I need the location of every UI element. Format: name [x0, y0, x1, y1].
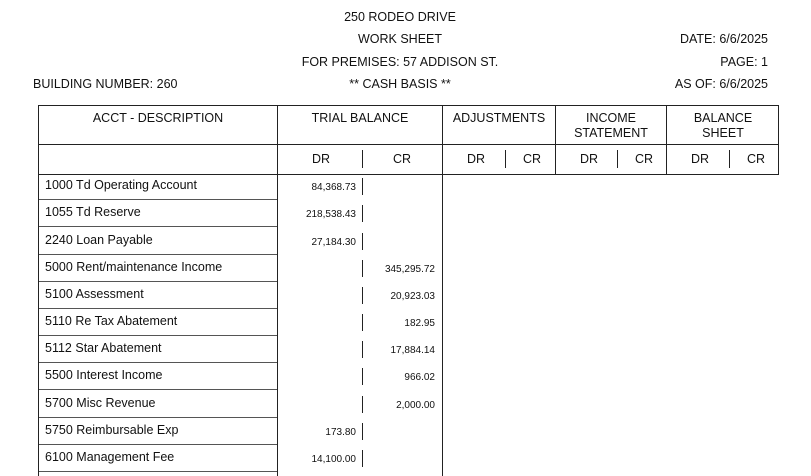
amount-mark [362, 396, 363, 413]
row-separator [39, 417, 277, 418]
row-cr-amount: 182.95 [404, 318, 435, 329]
row-separator [39, 389, 277, 390]
header-divider [38, 144, 779, 145]
adj-cr-label: CR [522, 152, 542, 166]
amount-mark [362, 178, 363, 195]
is-cr-label: CR [634, 152, 654, 166]
row-description: 5100 Assessment [45, 287, 144, 301]
row-separator [39, 226, 277, 227]
report-premises: FOR PREMISES: 57 ADDISON ST. [301, 55, 499, 69]
rows-left-border [38, 175, 39, 476]
amount-mark [362, 260, 363, 277]
row-separator [39, 362, 277, 363]
rows-desc-border [277, 175, 278, 476]
row-separator [39, 308, 277, 309]
amount-mark [362, 314, 363, 331]
row-description: 5112 Star Abatement [45, 341, 162, 355]
col-balance-line1: BALANCE [693, 111, 753, 125]
row-cr-amount: 20,923.03 [390, 291, 435, 302]
row-description: 5750 Reimbursable Exp [45, 423, 179, 437]
row-dr-amount: 84,368.73 [311, 182, 356, 193]
col-income-line2: STATEMENT [574, 126, 648, 140]
row-separator [39, 199, 277, 200]
amount-mark [362, 287, 363, 304]
col-adjustments: ADJUSTMENTS [452, 111, 546, 125]
rows-tb-border [442, 175, 443, 476]
as-of-date: AS OF: 6/6/2025 [674, 77, 768, 91]
drcr-divider [362, 150, 363, 168]
report-date: DATE: 6/6/2025 [679, 32, 768, 46]
amount-mark [362, 233, 363, 250]
amount-mark [362, 205, 363, 222]
amount-mark [362, 368, 363, 385]
row-description: 1000 Td Operating Account [45, 178, 197, 192]
col-balance-sheet [667, 111, 779, 141]
row-cr-amount: 2,000.00 [396, 400, 435, 411]
amount-mark [362, 341, 363, 358]
row-description: 1055 Td Reserve [45, 205, 141, 219]
row-cr-amount: 966.02 [404, 372, 435, 383]
building-number: BUILDING NUMBER: 260 [33, 77, 178, 91]
row-description: 5700 Misc Revenue [45, 396, 156, 410]
bs-cr-label: CR [746, 152, 766, 166]
row-dr-amount: 218,538.43 [305, 209, 356, 220]
bs-dr-label: DR [690, 152, 710, 166]
amount-mark [362, 450, 363, 467]
row-description: 5500 Interest Income [45, 368, 163, 382]
row-description: 5110 Re Tax Abatement [45, 314, 178, 328]
adj-dr-label: DR [466, 152, 486, 166]
row-separator [39, 471, 277, 472]
report-title: WORK SHEET [357, 32, 443, 46]
row-description: 6100 Management Fee [45, 450, 175, 464]
col-trial-balance: TRIAL BALANCE [311, 111, 409, 125]
is-dr-label: DR [579, 152, 599, 166]
col-balance-line2: SHEET [702, 126, 744, 140]
row-cr-amount: 345,295.72 [384, 264, 435, 275]
col-acct-description: ACCT - DESCRIPTION [92, 111, 224, 125]
row-dr-amount: 27,184.30 [311, 237, 356, 248]
row-dr-amount: 173.80 [325, 427, 356, 438]
report-address: 250 RODEO DRIVE [344, 10, 456, 24]
report-basis: ** CASH BASIS ** [349, 77, 451, 91]
col-income-statement [556, 111, 666, 141]
row-cr-amount: 17,884.14 [390, 345, 435, 356]
tb-dr-label: DR [311, 152, 331, 166]
row-dr-amount: 14,100.00 [311, 454, 356, 465]
row-description: 2240 Loan Payable [45, 233, 153, 247]
amount-mark [362, 423, 363, 440]
row-description: 5000 Rent/maintenance Income [45, 260, 223, 274]
page-number: PAGE: 1 [720, 55, 768, 69]
col-income-line1: INCOME [586, 111, 636, 125]
row-separator [39, 254, 277, 255]
tb-cr-label: CR [392, 152, 412, 166]
row-separator [39, 335, 277, 336]
row-separator [39, 444, 277, 445]
row-separator [39, 281, 277, 282]
